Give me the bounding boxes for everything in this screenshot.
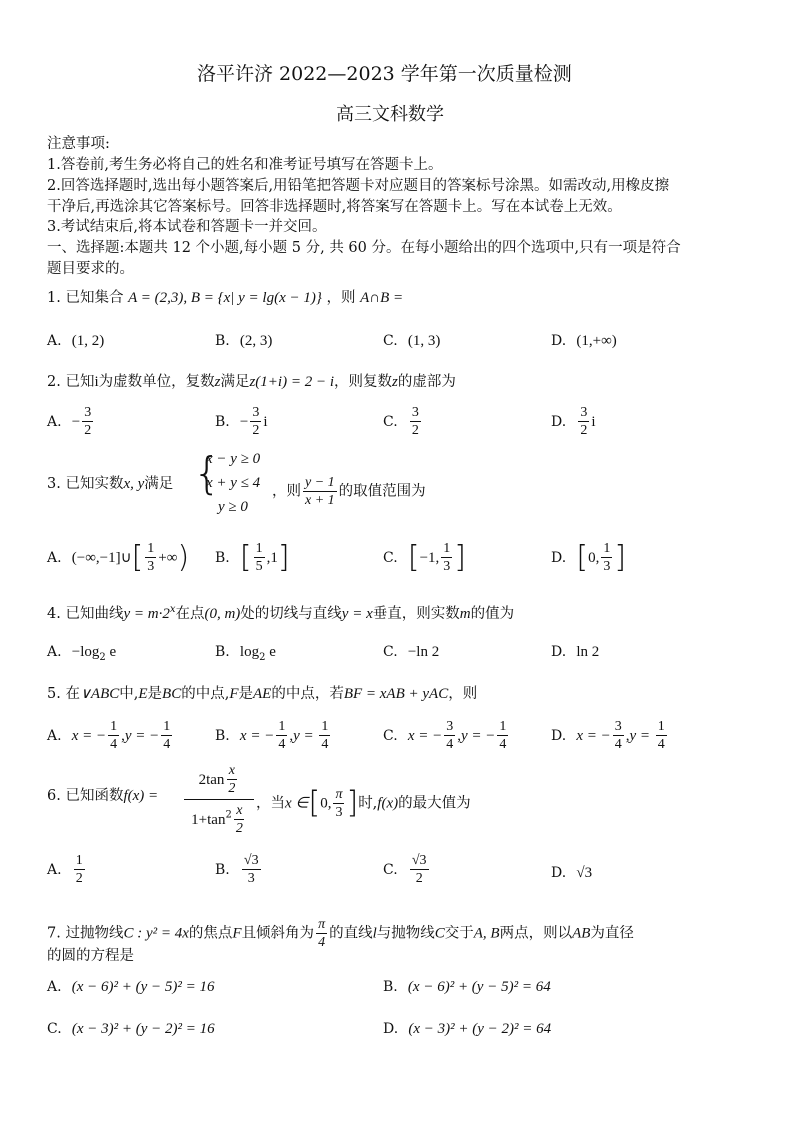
- q-math: f(x) =: [123, 788, 159, 804]
- option-value: x = −: [239, 728, 275, 744]
- bracket: [: [407, 540, 420, 575]
- q6-option-a: [47, 852, 87, 887]
- option-value: (x − 6)² + (y − 5)² = 16: [71, 979, 215, 995]
- q-text: 是: [147, 686, 163, 702]
- fraction: [145, 540, 156, 575]
- bracket: [: [239, 540, 252, 575]
- q-text: 已知实数: [65, 476, 124, 492]
- option-label: C.: [383, 644, 398, 660]
- fraction: [82, 404, 93, 439]
- q7-option-d: [383, 1018, 551, 1038]
- q3-option-c: C. [−1, $\frac{1}{3}$ ]: [383, 540, 466, 575]
- q-math: A = (2,3), B = {x| y = lg(x − 1)}: [128, 290, 322, 306]
- fraction: [250, 404, 261, 439]
- q2-option-c: [383, 404, 423, 439]
- numerator: 1: [443, 541, 451, 556]
- option-value: 1: [270, 550, 278, 566]
- option-value: log: [239, 644, 260, 660]
- q-text: 是: [238, 686, 253, 702]
- q-number: 6.: [47, 788, 61, 804]
- q-text: 与抛物线: [376, 925, 435, 942]
- q2-option-d: [551, 404, 596, 439]
- fraction: [254, 540, 265, 575]
- q-text: 为直径: [590, 925, 634, 942]
- option-value: e: [265, 644, 276, 660]
- q3-option-d: D. [0, $\frac{1}{3}$ ]: [551, 540, 627, 575]
- option-label: B.: [215, 644, 230, 660]
- option-label: C.: [383, 414, 398, 430]
- question-3: [47, 474, 173, 494]
- q-text: 的取值范围为: [338, 483, 426, 500]
- option-value: (−∞,−1]∪: [71, 550, 132, 566]
- q5-option-c: C. x = − $\frac{3}{4}$ ,y = − $\frac{1}{4}$: [383, 719, 507, 752]
- option-label: C.: [47, 1021, 62, 1037]
- section-heading-2: 题目要求的。: [47, 261, 134, 277]
- option-value: √3: [576, 865, 593, 881]
- q1-option-a: [47, 330, 104, 350]
- option-label: D.: [551, 414, 567, 430]
- q-text: 已知曲线: [65, 605, 124, 622]
- denominator: x + 1: [305, 493, 335, 508]
- denominator: 4: [278, 737, 286, 752]
- q-text: 交于: [444, 925, 474, 942]
- option-label: B.: [215, 728, 230, 744]
- q-math: E: [138, 686, 148, 702]
- numerator: 3: [411, 405, 419, 420]
- denominator: 4: [657, 737, 665, 752]
- q-number: 7.: [47, 925, 61, 942]
- fraction: $\frac{x}{2}$: [228, 763, 236, 796]
- bracket: ]: [277, 540, 290, 575]
- q5-option-b: B. x = − $\frac{1}{4}$ ,y = $\frac{1}{4}$: [215, 719, 329, 752]
- fraction: [441, 540, 452, 575]
- fraction: $\frac{x}{2}$: [235, 803, 243, 836]
- q-text: ，则复数: [334, 374, 392, 390]
- q-text: 两点，则以: [499, 925, 573, 942]
- option-label: A.: [47, 644, 62, 660]
- q-math: F: [229, 686, 239, 702]
- option-sub: 2: [259, 652, 266, 664]
- bracket: [: [308, 785, 321, 821]
- denominator: 3: [603, 559, 611, 574]
- q-math: ∨ABC: [79, 686, 120, 702]
- option-sub: 2: [99, 652, 106, 664]
- numerator: 1: [255, 541, 263, 556]
- q-math: f(x): [377, 795, 399, 812]
- fraction: [276, 718, 287, 753]
- q-text: ，当: [256, 795, 285, 812]
- q-math: C: [434, 925, 445, 942]
- option-value: y =: [293, 728, 318, 744]
- fraction: [444, 718, 455, 753]
- denominator: 4: [499, 737, 507, 752]
- option-value: −: [239, 414, 249, 430]
- q-text: 时,: [358, 795, 378, 812]
- option-value: +∞: [158, 550, 178, 566]
- q4-option-b: [215, 641, 276, 663]
- denominator: 4: [446, 737, 454, 752]
- q-text: 过抛物线: [65, 925, 124, 942]
- option-label: D.: [551, 865, 567, 881]
- q-text: 的最大值为: [398, 795, 471, 812]
- question-4: [47, 600, 514, 624]
- q-number: 4.: [47, 605, 61, 622]
- q-math-sup: x: [169, 604, 176, 615]
- q-text: 的直线: [329, 925, 373, 942]
- numerator: 3: [84, 405, 92, 420]
- option-label: A.: [47, 862, 62, 878]
- q-text: 的虚部为: [397, 374, 456, 390]
- option-label: C.: [383, 333, 398, 349]
- q-math: A, B: [473, 925, 500, 942]
- q-text: 且倾斜角为: [241, 925, 315, 942]
- q-number: 1.: [47, 290, 61, 306]
- q-text: 满足: [144, 476, 174, 492]
- q3-option-a: [47, 540, 189, 575]
- option-label: B.: [215, 414, 230, 430]
- notice-item-1: 1.答卷前,考生务必将自己的姓名和准考证号填写在答题卡上。: [47, 157, 443, 173]
- q-text: 在: [65, 686, 80, 702]
- numerator: 1: [147, 541, 155, 556]
- numerator: 3: [580, 405, 588, 420]
- fraction: $\frac{\pi}{3}$: [335, 787, 343, 820]
- bracket: ]: [454, 540, 466, 575]
- q-math: i: [94, 374, 99, 390]
- q6-option-d: [551, 862, 592, 882]
- q-text: 的值为: [470, 605, 515, 622]
- denominator: 4: [321, 737, 329, 752]
- q-text: ，则: [448, 686, 478, 702]
- option-value: −: [71, 414, 81, 430]
- question-6: [47, 786, 158, 806]
- fraction: [303, 474, 337, 509]
- q-math: y = m·2: [123, 605, 170, 622]
- q2-option-a: [47, 404, 95, 439]
- option-value: (x − 6)² + (y − 5)² = 64: [407, 979, 551, 995]
- option-label: A.: [47, 550, 62, 566]
- q-math: AB: [572, 925, 591, 942]
- denominator: 3: [147, 559, 155, 574]
- q4-option-c: [383, 641, 439, 661]
- fraction: [410, 404, 421, 439]
- q-math: BF = xAB + yAC: [343, 686, 449, 702]
- option-label: C.: [383, 862, 398, 878]
- exam-subtitle: 高三文科数学: [336, 104, 444, 125]
- option-label: A.: [47, 333, 62, 349]
- q7-option-b: [383, 976, 551, 996]
- denominator: 2: [411, 423, 419, 438]
- q6-option-c: [383, 852, 431, 887]
- q-text: 已知集合: [65, 290, 124, 306]
- numerator: 1: [278, 719, 286, 734]
- fraction: $\frac{\pi}{4}$: [318, 917, 326, 950]
- option-value: (1,+∞): [576, 333, 617, 349]
- option-value: i: [591, 414, 596, 430]
- q5-option-a: A. x = − $\frac{1}{4}$ ,y = − $\frac{1}{4}$: [47, 719, 171, 752]
- option-value: x = −: [71, 728, 107, 744]
- option-label: D.: [551, 333, 567, 349]
- q3-system-3: y ≥ 0: [218, 499, 248, 515]
- section-heading: 一、选择题:本题共 12 个小题,每小题 5 分, 共 60 分。在每小题给出的四个选项中,只有一项是符合: [47, 240, 681, 256]
- q-text: 为虚数单位，复数: [98, 374, 215, 390]
- numerator: y − 1: [305, 475, 335, 490]
- q-math: C : y² = 4x: [123, 925, 189, 942]
- question-6-tail: ，当x ∈[0, $\frac{\pi}{3}$ ]时,f(x)的最大值为: [256, 785, 471, 821]
- fraction: $\frac{√3}{3}$: [243, 853, 259, 886]
- q-math: y = x: [341, 605, 373, 622]
- q-text: 在点: [175, 605, 205, 622]
- option-label: B.: [215, 550, 230, 566]
- question-2: [47, 372, 456, 392]
- option-value: y = −: [461, 728, 496, 744]
- q3-brace: {: [193, 448, 221, 499]
- q-math: x, y: [123, 476, 145, 492]
- q-text: 的中点，若: [271, 686, 344, 702]
- numerator: 3: [252, 405, 260, 420]
- denominator: $1+\tan^2$ $\frac{x}{2}$: [191, 803, 243, 836]
- option-label: C.: [383, 550, 398, 566]
- option-label: D.: [383, 1021, 399, 1037]
- q-number: 2.: [47, 374, 61, 390]
- option-value: y = −: [124, 728, 160, 744]
- q-math: AE: [253, 686, 272, 702]
- q-number: 3.: [47, 476, 61, 492]
- q6-func-fraction: [184, 762, 254, 837]
- option-label: B.: [215, 333, 230, 349]
- q-math: z(1+i) = 2 − i: [249, 374, 334, 390]
- q-math: z: [392, 374, 398, 390]
- denominator: 5: [255, 559, 263, 574]
- question-7-line2: 的圆的方程是: [47, 948, 134, 964]
- q-text: 垂直，则实数: [372, 605, 460, 622]
- q3-system-2: x + y ≤ 4: [206, 475, 261, 491]
- notice-item-2: 2.回答选择题时,选出每小题答案后,用铅笔把答题卡对应题目的答案标号涂黑。如需改动,用橡皮擦: [47, 178, 670, 194]
- numerator: 1: [110, 719, 118, 734]
- q3-option-b: B. [ $\frac{1}{5}$ ,1]: [215, 540, 290, 575]
- denominator: 2: [84, 423, 92, 438]
- option-label: D.: [551, 550, 567, 566]
- option-label: A.: [47, 414, 62, 430]
- numerator: 1: [499, 719, 507, 734]
- q-math: (0, m): [204, 605, 241, 622]
- q4-option-d: [551, 641, 599, 661]
- notice-item-3: 3.考试结束后,将本试卷和答题卡一并交回。: [47, 219, 327, 235]
- question-3-tail: [272, 474, 426, 509]
- option-value: (x − 3)² + (y − 2)² = 16: [71, 1021, 215, 1037]
- fraction: [161, 718, 172, 753]
- fraction: [578, 404, 589, 439]
- q-math: m: [459, 605, 471, 622]
- option-label: A.: [47, 979, 62, 995]
- q-text: 中,: [119, 686, 139, 702]
- q-math: F: [232, 925, 242, 942]
- q-text: 已知函数: [65, 788, 124, 804]
- denominator: 4: [614, 737, 622, 752]
- bracket: [: [576, 540, 589, 575]
- denominator: 3: [443, 559, 451, 574]
- q5-option-d: D. x = − $\frac{3}{4}$ ,y = $\frac{1}{4}$: [551, 719, 665, 752]
- q-math: l: [372, 925, 377, 942]
- option-value: (x − 3)² + (y − 2)² = 64: [408, 1021, 552, 1037]
- q-text: 的焦点: [188, 925, 233, 942]
- q-math: BC: [162, 686, 182, 702]
- numerator: 1: [321, 719, 329, 734]
- bracket: [: [131, 540, 144, 575]
- numerator: 1: [603, 541, 611, 556]
- option-value: y =: [629, 728, 654, 744]
- q-text: 处的切线与直线: [240, 605, 342, 622]
- q2-option-b: [215, 404, 268, 439]
- q-math: z: [214, 374, 221, 390]
- q1-option-b: [215, 330, 272, 350]
- bracket: ]: [614, 540, 627, 575]
- option-value: ln 2: [576, 644, 600, 660]
- q7-option-a: [47, 976, 215, 996]
- q7-option-c: [47, 1018, 215, 1038]
- denominator: 4: [110, 737, 118, 752]
- option-value: (2, 3): [239, 333, 273, 349]
- option-value: −1: [419, 550, 436, 566]
- q-text: ，则: [326, 290, 356, 306]
- q-text: 已知: [65, 374, 95, 390]
- fraction: $\frac{√3}{2}$: [411, 853, 427, 886]
- option-value: x = −: [407, 728, 443, 744]
- q-text: ，则: [272, 483, 301, 500]
- numerator: 1: [163, 719, 171, 734]
- fraction: [656, 718, 667, 753]
- option-label: D.: [551, 644, 567, 660]
- numerator: 3: [614, 719, 622, 734]
- q3-system-1: x − y ≥ 0: [206, 451, 261, 467]
- fraction: [613, 718, 624, 753]
- option-label: B.: [383, 979, 398, 995]
- bracket: ): [177, 540, 190, 575]
- exam-title: 洛平许济 2022—2023 学年第一次质量检测: [197, 63, 572, 85]
- fraction: [497, 718, 508, 753]
- option-value: i: [263, 414, 268, 430]
- q-text: 的中点,: [181, 686, 230, 702]
- q1-option-c: [383, 330, 440, 350]
- option-value: −log: [71, 644, 100, 660]
- option-label: A.: [47, 728, 62, 744]
- notice-heading: 注意事项:: [47, 136, 110, 152]
- q-number: 5.: [47, 686, 61, 702]
- q-math: x ∈: [285, 795, 309, 812]
- option-value: 0: [588, 550, 596, 566]
- option-value: −ln 2: [407, 644, 440, 660]
- numerator: 1: [657, 719, 665, 734]
- numerator: 2tan $\frac{x}{2}$: [184, 762, 254, 800]
- denominator: 2: [580, 423, 588, 438]
- fraction: [601, 540, 612, 575]
- option-label: C.: [383, 728, 398, 744]
- option-value: e: [105, 644, 117, 660]
- bracket: ]: [346, 785, 359, 821]
- q4-option-a: [47, 641, 116, 663]
- option-label: D.: [551, 728, 567, 744]
- q6-option-b: [215, 852, 263, 887]
- denominator: 2: [252, 423, 260, 438]
- option-value: x = −: [576, 728, 611, 744]
- denominator: 4: [163, 737, 171, 752]
- question-1: [47, 288, 403, 308]
- question-5: [47, 684, 477, 704]
- fraction: [319, 718, 330, 753]
- fraction: $\frac{1}{2}$: [75, 853, 83, 886]
- option-value: (1, 2): [71, 333, 105, 349]
- fraction: [108, 718, 119, 753]
- q-text: 满足: [220, 374, 250, 390]
- question-7: [47, 916, 634, 951]
- numerator: 3: [446, 719, 454, 734]
- option-label: B.: [215, 862, 230, 878]
- q1-option-d: [551, 330, 617, 350]
- q-math: A∩B =: [360, 290, 404, 306]
- notice-item-2b: 干净后,再选涂其它答案标号。回答非选择题时,将答案写在答题卡上。写在本试卷上无效。: [47, 199, 622, 215]
- option-value: (1, 3): [407, 333, 441, 349]
